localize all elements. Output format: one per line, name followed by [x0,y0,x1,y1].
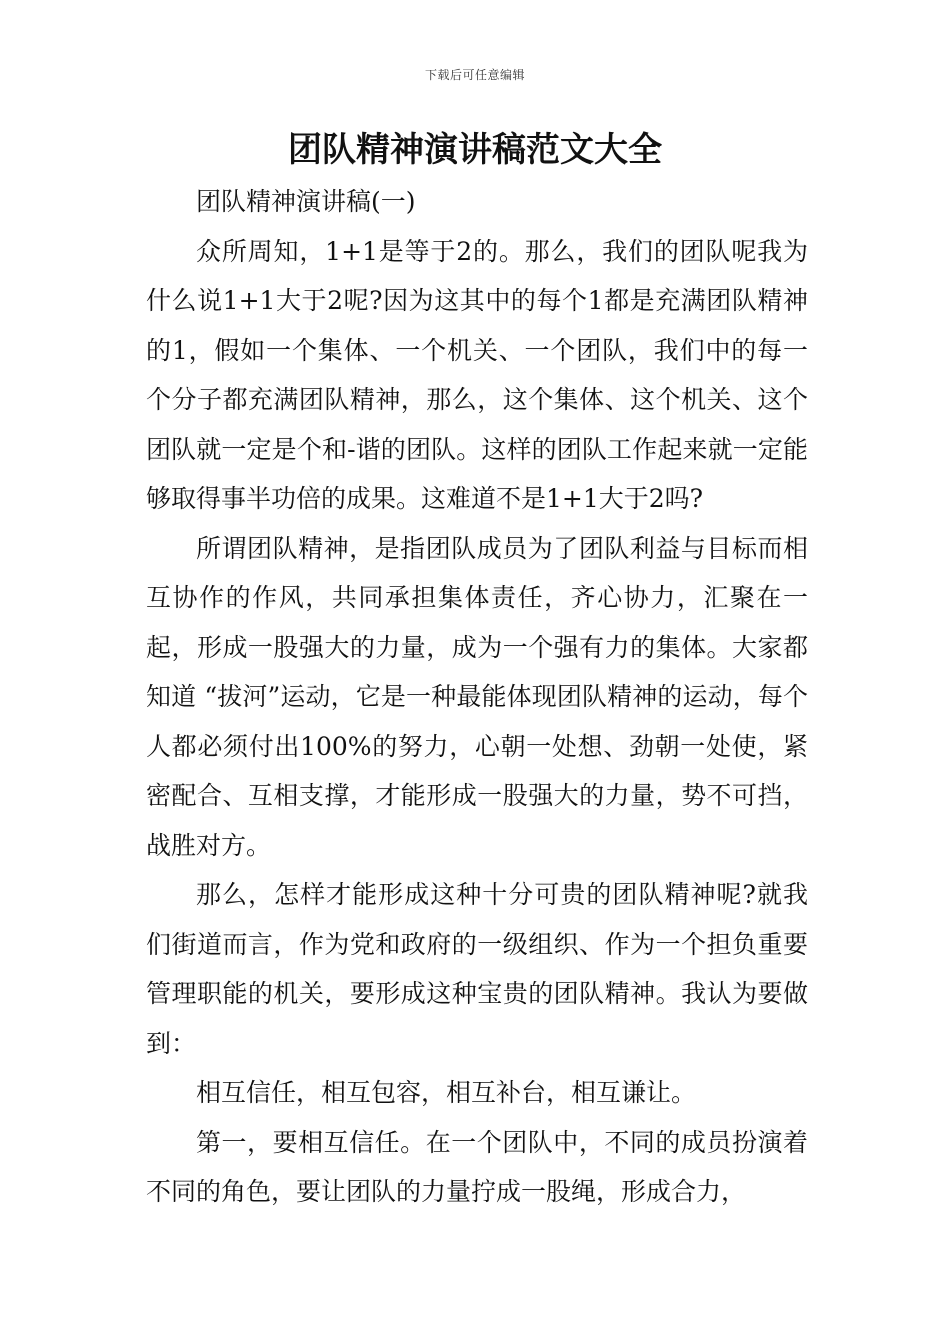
paragraph: 所谓团队精神，是指团队成员为了团队利益与目标而相互协作的作风，共同承担集体责任，齐心协力，汇聚在一起，形成一股强大的力量，成为一个强有力的集体。大家都知道 “拔河”运动，它是一种最能体现团队精神的运动，每个人都必须付出100%的努力，心朝一处想、劲朝一处使，紧密配合、互相支撑，才能形成一股强大的力量，势不可挡，战胜对方。 [146,533,808,860]
paragraph: 相互信任，相互包容，相互补台，相互谦让。 [196,1078,697,1107]
document-title: 团队精神演讲稿范文大全 [288,130,662,170]
document-body [146,177,808,1217]
paragraph: 那么，怎样才能形成这种十分可贵的团队精神呢?就我们街道而言，作为党和政府的一级组织、作为一个担负重要管理职能的机关，要形成这种宝贵的团队精神。我认为要做到： [146,880,808,1058]
paragraph: 众所周知，1+1是等于2的。那么，我们的团队呢我为什么说1+1大于2呢?因为这其中的每个1都是充满团队精神的1，假如一个集体、一个机关、一个团队，我们中的每一个分子都充满团队精神，那么，这个集体、这个机关、这个团队就一定是个和-谐的团队。这样的团队工作起来就一定能够取得事半功倍的成果。这难道不是1+1大于2吗? [146,236,808,513]
paragraph: 第一，要相互信任。在一个团队中，不同的成员扮演着不同的角色，要让团队的力量拧成一股绳，形成合力， [146,1127,808,1206]
header-note: 下载后可任意编辑 [424,68,525,82]
section-subtitle: 团队精神演讲稿(一) [196,187,416,216]
